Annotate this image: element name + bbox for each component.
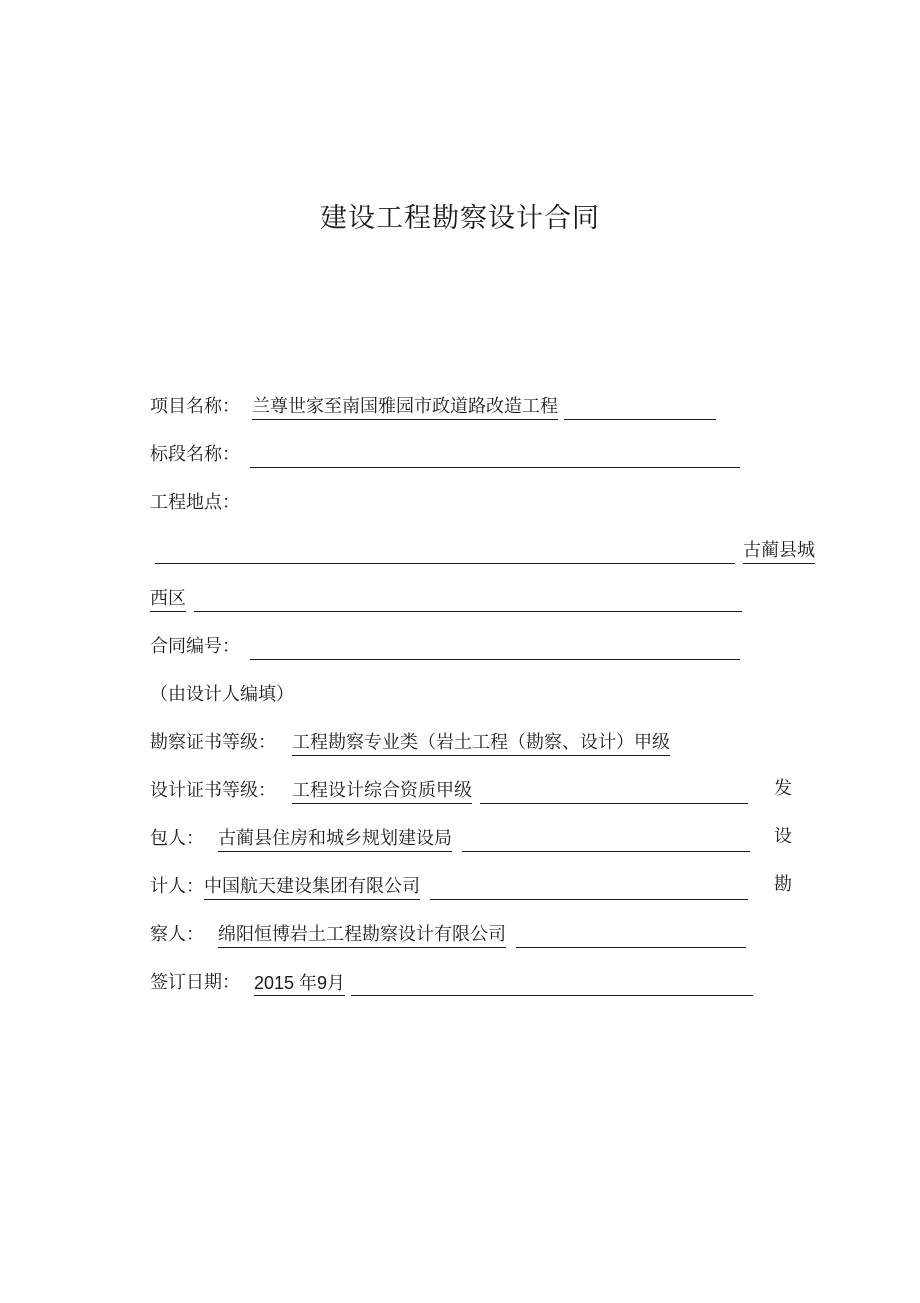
contract-no-blank <box>250 637 740 660</box>
site-value-part2: 西区 <box>150 588 186 612</box>
design-cert-value: 工程设计综合资质甲级 <box>292 780 472 804</box>
design-cert-row <box>150 774 748 804</box>
surveyor-label: 察人： <box>150 924 204 945</box>
employer-tail: 设 <box>774 826 792 847</box>
sign-date-value: 2015 年9月 <box>254 972 345 996</box>
survey-cert-label: 勘察证书等级： <box>150 732 276 753</box>
section-name-blank <box>250 445 740 468</box>
site-blank-2 <box>194 589 742 612</box>
survey-cert-row <box>150 726 670 756</box>
design-cert-tail: 发 <box>774 778 792 799</box>
surveyor-row <box>150 918 746 948</box>
project-name-blank <box>564 397 716 420</box>
section-name-row <box>150 438 740 468</box>
sign-date-label: 签订日期： <box>150 972 240 993</box>
designer-row <box>150 870 748 900</box>
section-name-label: 标段名称： <box>150 444 240 465</box>
project-name-row <box>150 390 716 420</box>
designer-blank <box>430 877 748 900</box>
contract-no-note-row <box>150 678 294 708</box>
surveyor-value: 绵阳恒博岩土工程勘察设计有限公司 <box>218 924 506 948</box>
site-value-part1: 古蔺县城 <box>743 540 815 564</box>
project-name-value: 兰尊世家至南国雅园市政道路改造工程 <box>252 396 558 420</box>
employer-row <box>150 822 750 852</box>
designer-value: 中国航天建设集团有限公司 <box>204 876 420 900</box>
designer-tail: 勘 <box>774 874 792 895</box>
sign-date-blank <box>351 973 753 996</box>
site-row <box>150 486 240 516</box>
employer-value: 古蔺县住房和城乡规划建设局 <box>218 828 452 852</box>
contract-no-row <box>150 630 740 660</box>
survey-cert-value: 工程勘察专业类（岩土工程（勘察、设计）甲级 <box>292 732 670 756</box>
document-title: 建设工程勘察设计合同 <box>320 203 600 234</box>
site-value-row-2 <box>150 582 742 612</box>
sign-date-row <box>150 966 753 996</box>
site-label: 工程地点： <box>150 492 240 513</box>
project-name-label: 项目名称： <box>150 396 240 417</box>
design-cert-blank <box>480 781 748 804</box>
surveyor-blank <box>516 925 746 948</box>
employer-blank <box>462 829 750 852</box>
contract-no-label: 合同编号： <box>150 636 240 657</box>
contract-no-note: （由设计人编填） <box>150 684 294 705</box>
site-value-row-1 <box>155 534 815 564</box>
design-cert-label: 设计证书等级： <box>150 780 276 801</box>
designer-label: 计人： <box>150 876 204 897</box>
employer-label: 包人： <box>150 828 204 849</box>
site-blank-1 <box>155 541 735 564</box>
